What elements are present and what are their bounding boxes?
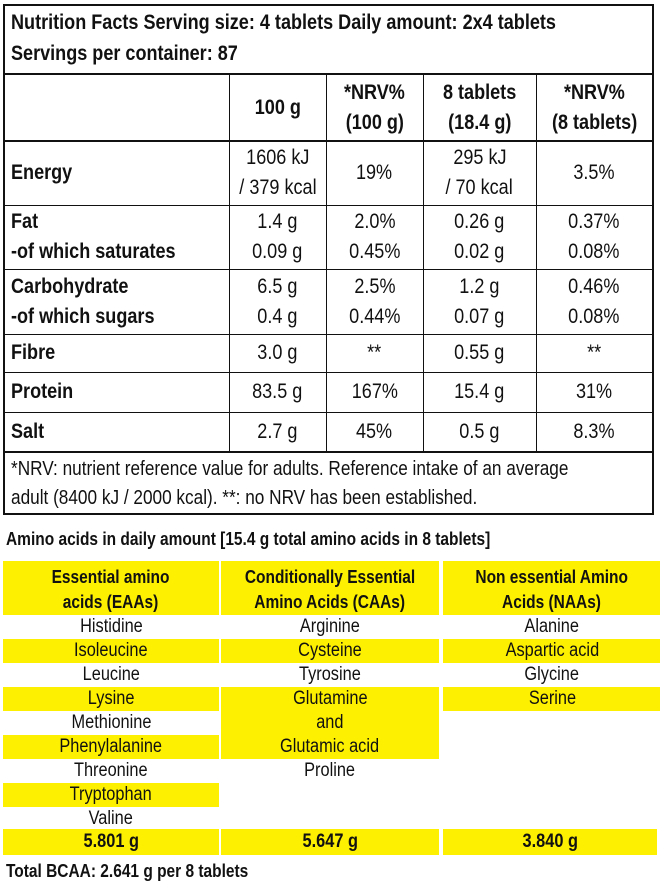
eaa-header: Essential amino acids (EAAs): [3, 561, 219, 615]
naa-column: [443, 561, 660, 711]
value-cell: 3.0 g: [229, 334, 326, 372]
row-label: Fat -of which saturates: [5, 205, 229, 269]
value-cell: 2.5% 0.44%: [326, 269, 423, 334]
value-cell: 0.55 g: [423, 334, 536, 372]
amino-acids-title: Amino acids in daily amount [15.4 g total amino acids in 8 tablets]: [6, 529, 491, 549]
list-item: Glutamic acid: [280, 736, 380, 757]
table-row-carbohydrate: [5, 269, 652, 334]
eaa-column: [3, 561, 219, 831]
value-cell: 167%: [326, 372, 423, 412]
value-cell: 2.7 g: [229, 412, 326, 452]
list-item: Leucine: [82, 664, 140, 685]
value-cell: **: [326, 334, 423, 372]
list-item: Alanine: [524, 616, 580, 637]
value-cell: 31%: [536, 372, 652, 412]
value-cell: **: [536, 334, 652, 372]
nrv-footnote: *NRV: nutrient reference value for adults. Reference intake of an average adult (8400 kJ / 2000 kcal). **: no NRV has been established.: [11, 458, 569, 509]
nutrition-table: [5, 75, 652, 453]
list-item: Serine: [443, 687, 660, 711]
table-row-energy: [5, 141, 652, 205]
list-item: Histidine: [79, 616, 143, 637]
row-label: Salt: [5, 412, 229, 452]
value-cell: 295 kJ / 70 kcal: [423, 141, 536, 205]
value-cell: 0.26 g 0.02 g: [423, 205, 536, 269]
row-label: Carbohydrate -of which sugars: [5, 269, 229, 334]
list-item: Arginine: [300, 616, 360, 637]
col-head-nrv-100g: *NRV% (100 g): [326, 75, 423, 141]
value-cell: 3.5%: [536, 141, 652, 205]
caa-column: [221, 561, 439, 783]
table-row-protein: [5, 372, 652, 412]
value-cell: 1.4 g 0.09 g: [229, 205, 326, 269]
list-item: Cysteine: [221, 639, 439, 663]
servings-per-container: Servings per container: 87: [11, 42, 238, 65]
col-head-100g: 100 g: [229, 75, 326, 141]
total-bcaa: Total BCAA: 2.641 g per 8 tablets: [6, 861, 249, 881]
list-item: Proline: [304, 760, 356, 781]
list-item: Tryptophan: [3, 783, 219, 807]
value-cell: 0.5 g: [423, 412, 536, 452]
row-label: Fibre: [5, 334, 229, 372]
value-cell: 8.3%: [536, 412, 652, 452]
row-label: Protein: [5, 372, 229, 412]
naa-header: Non essential Amino Acids (NAAs): [443, 561, 660, 615]
list-item: Isoleucine: [3, 639, 219, 663]
header-empty-cell: [5, 75, 229, 141]
table-row-fibre: [5, 334, 652, 372]
list-item: Valine: [88, 808, 134, 829]
table-row-salt: [5, 412, 652, 452]
list-item: Glutamine: [292, 688, 368, 709]
value-cell: 1.2 g 0.07 g: [423, 269, 536, 334]
col-head-8-tablets: 8 tablets (18.4 g): [423, 75, 536, 141]
value-cell: 19%: [326, 141, 423, 205]
value-cell: 6.5 g 0.4 g: [229, 269, 326, 334]
value-cell: 0.37% 0.08%: [536, 205, 652, 269]
list-item: Phenylalanine: [3, 735, 219, 759]
caa-total: 5.647 g: [221, 829, 439, 855]
list-item: Threonine: [74, 760, 148, 781]
glutamine-group: [221, 687, 439, 759]
row-label: Energy: [5, 141, 229, 205]
caa-header: Conditionally Essential Amino Acids (CAAs): [221, 561, 439, 615]
value-cell: 83.5 g: [229, 372, 326, 412]
nutrition-header: Nutrition Facts Serving size: 4 tablets Daily amount: 2x4 tablets: [11, 11, 556, 34]
list-item: Methionine: [71, 712, 151, 733]
col-head-nrv-8-tablets: *NRV% (8 tablets): [536, 75, 652, 141]
list-item: Glycine: [524, 664, 580, 685]
table-row-fat: [5, 205, 652, 269]
eaa-total: 5.801 g: [3, 829, 219, 855]
value-cell: 15.4 g: [423, 372, 536, 412]
naa-total: 3.840 g: [443, 829, 657, 855]
list-item: and: [316, 712, 344, 733]
value-cell: 1606 kJ / 379 kcal: [229, 141, 326, 205]
value-cell: 0.46% 0.08%: [536, 269, 652, 334]
list-item: Aspartic acid: [443, 639, 660, 663]
value-cell: 2.0% 0.45%: [326, 205, 423, 269]
list-item: Tyrosine: [299, 664, 361, 685]
list-item: Lysine: [3, 687, 219, 711]
nutrition-facts-panel: [3, 4, 654, 515]
table-header-row: [5, 75, 652, 141]
value-cell: 45%: [326, 412, 423, 452]
